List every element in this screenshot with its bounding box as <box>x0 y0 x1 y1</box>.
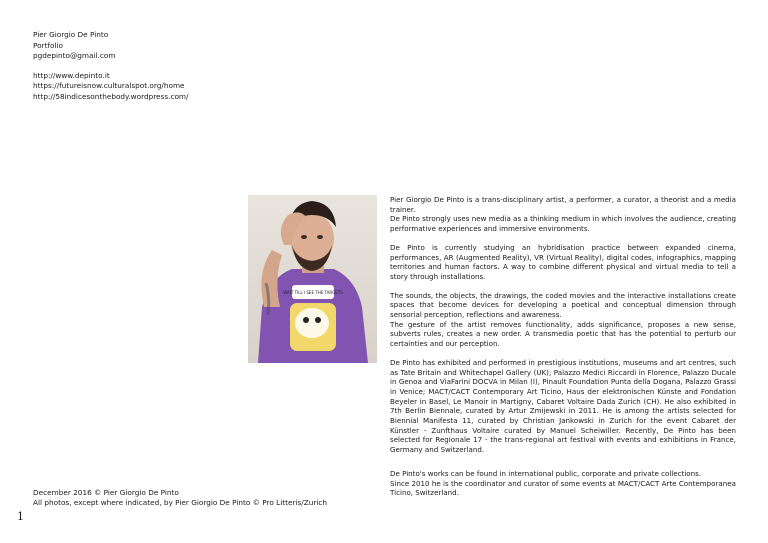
email-link[interactable]: pgdepinto@gmail.com <box>33 51 116 61</box>
document-type: Portfolio <box>33 40 64 50</box>
shirt-text: WAIT TILL I SEE THE TARGETS <box>283 290 343 295</box>
footer-photo-credit: All photos, except where indicated, by Pier Giorgio De Pinto © Pro Litteris/Zurich <box>33 498 328 507</box>
header-block <box>33 30 189 103</box>
footer-date: December 2016 © Pier Giorgio De Pinto <box>33 488 179 497</box>
bio-paragraph: De Pinto is currently studying an hybridisation practice between expanded cinema, performances, AR (Augmented Reality), VR (Virtual Reality), digital codes, infographics, mapping territories and human factors. A way to combine different physical and virtual media to tell a story through installations. <box>390 242 736 281</box>
footer <box>33 488 327 508</box>
author-name: Pier Giorgio De Pinto <box>33 30 109 39</box>
bio-p1-l1: Pier Giorgio De Pinto is a trans-disciplinary artist, a performer, a curator, a theorist and a media trainer. De Pinto strongly uses new media as a thinking medium in which involves the audience, creating performative experiences and immersive environments. <box>390 195 736 234</box>
biography <box>390 195 736 507</box>
artist-portrait-photo <box>248 195 377 363</box>
bio-paragraph: De Pinto has exhibited and performed in prestigious institutions, museums and art centres, such as Tate Britain and Whitechapel Gallery (UK); Palazzo Medici Riccardi in Florence, Palazzo Ducale in Genoa and ViaFarini DOCVA in Milan (I), Pinault Foundation Punta della Dogana, Palazzo Grassi in Venice; MACT/CACT Contemporary Art Ticino, Haus der elektronischen Künste and Fondation Beyeler in Basel, Le Manoir in Martigny, Cabaret Voltaire Dada Zurich (CH). He also exhibited in 7th Berlin Biennale, curated by Artur Zmijewski in 2011. He is among the artists selected for Biennial Manifesta 11, curated by Christian Jankowski in Zurich for the event Cabaret der Künstler - Zunfthaus Voltaire curated by Manuel Scheiwiller. Recently, De Pinto has been selected for Regionale 17 - the trans-regional art festival with events and exhibitions in France, Germany and Switzerland. <box>390 357 736 455</box>
bio-paragraph: The sounds, the objects, the drawings, the coded movies and the interactive installations create spaces that become devices for developing a poetical and conceptual dimension through sensorial perception, reflections and awareness. The gesture of the artist removes functionality, adds significance, proposes a new sense, subverts rules, creates a new order. A transmedia poetic that has the potential to perturb our certainties and our perception. <box>390 290 736 349</box>
bio-paragraph <box>390 195 736 234</box>
wordpress-link[interactable]: http://58indicesonthebody.wordpress.com/ <box>33 91 189 101</box>
page-number: 1 <box>17 510 24 523</box>
website-link[interactable]: http://www.depinto.it <box>33 70 110 80</box>
bio-paragraph: De Pinto's works can be found in international public, corporate and private collections. Since 2010 he is the coordinator and curator of some events at MACT/CACT Arte Contemporanea Ticino, Switzerland. <box>390 468 736 498</box>
culturalspot-link[interactable]: https://futureisnow.culturalspot.org/home <box>33 81 185 91</box>
